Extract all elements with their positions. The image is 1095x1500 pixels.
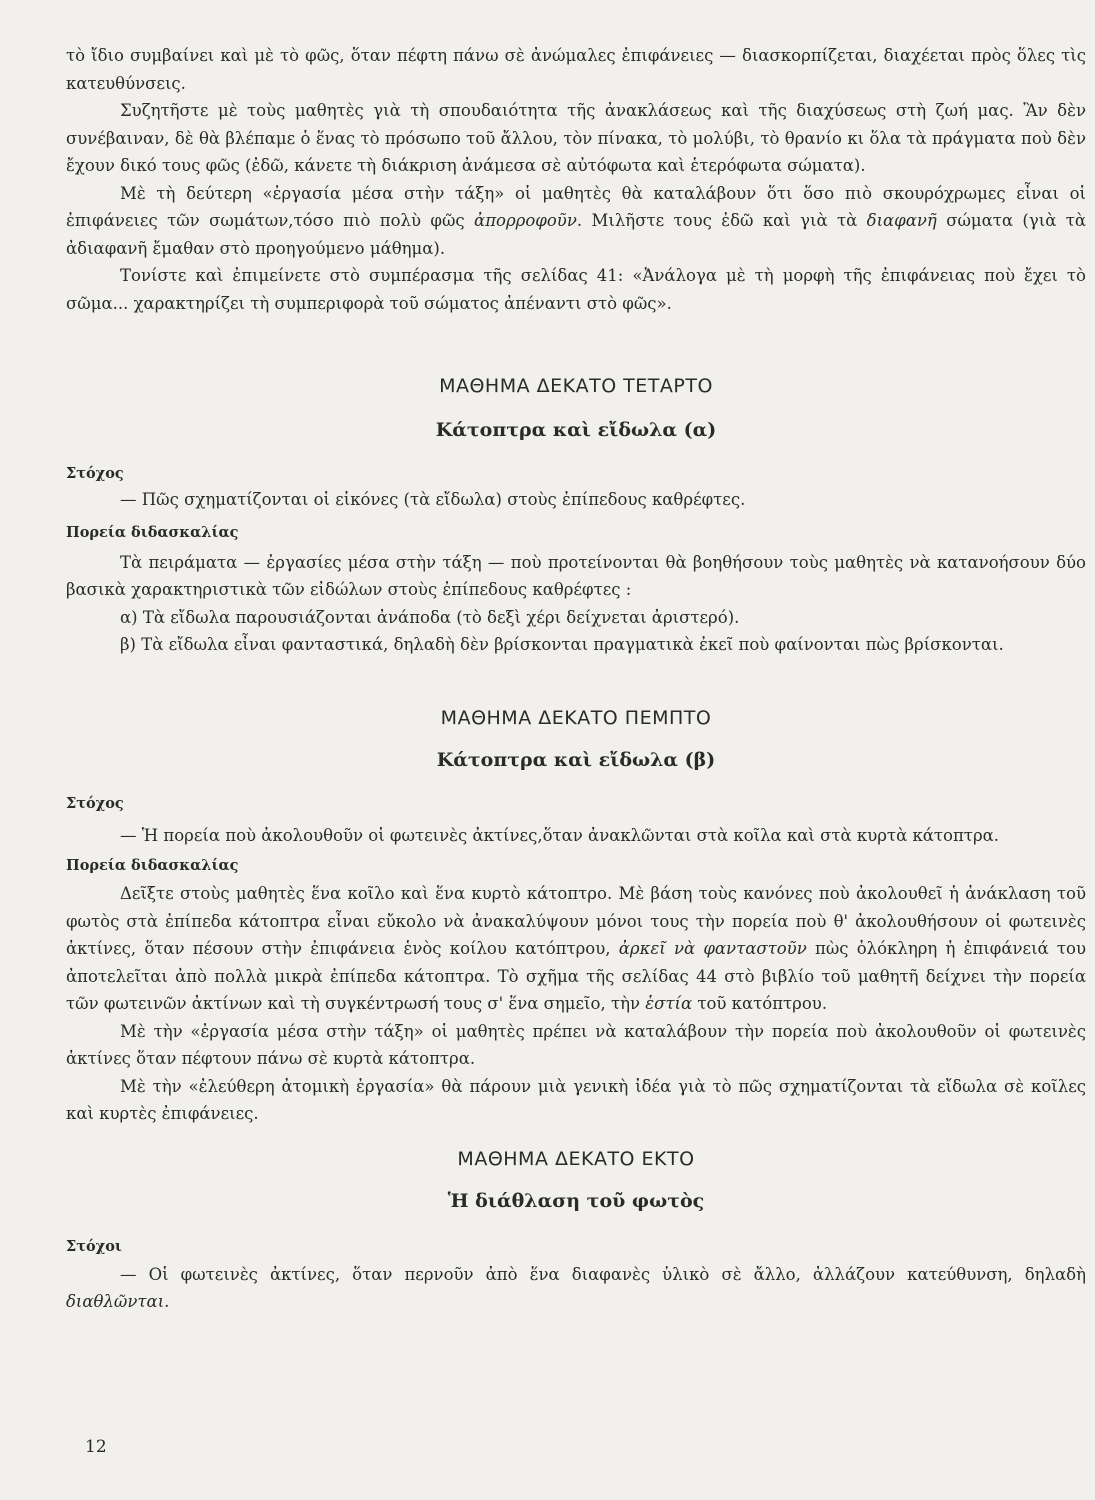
text-run: τοῦ κατόπτρου. xyxy=(692,994,828,1013)
goal-text xyxy=(66,1261,1086,1316)
intro-paragraph-4: Τονίστε καὶ ἐπιμείνετε στὸ συμπέρασμα τῆς σελίδας 41: «Ἀνάλογα μὲ τὴ μορφὴ τῆς ἐπιφάνειας ποὺ ἔχει τὸ σῶμα... χαρακτηρίζει τὴ συμπεριφορὰ τοῦ σώματος ἀπέναντι στὸ φῶς». xyxy=(66,266,1086,313)
lesson-title: Κάτοπτρα καὶ εἴδωλα (α) xyxy=(435,419,717,441)
list-item: α) Τὰ εἴδωλα παρουσιάζονται ἀνάποδα (τὸ δεξὶ χέρι δείχνεται ἀριστερό). xyxy=(120,607,740,627)
goal-label: Στόχος xyxy=(66,794,124,812)
lesson-title: Κάτοπτρα καὶ εἴδωλα (β) xyxy=(436,748,716,771)
lesson-15-section xyxy=(66,707,1086,1128)
emphasis-text: διαθλῶνται. xyxy=(66,1292,170,1311)
lesson-14-section xyxy=(66,375,1086,659)
lesson-heading: ΜΑΘΗΜΑ ΔΕΚΑΤΟ ΕΚΤΟ xyxy=(457,1147,695,1170)
goal-label: Στόχος xyxy=(66,465,124,482)
lesson-16-section xyxy=(66,1148,1086,1316)
method-text: Μὲ τὴν «ἐλεύθερη ἀτομικὴ ἐργασία» θὰ πάρουν μιὰ γενικὴ ἰδέα γιὰ τὸ πῶς σχηματίζονται τὰ εἴδωλα σὲ κοῖλες καὶ κυρτὲς ἐπιφάνειες. xyxy=(66,1076,1086,1123)
text-run: Δεῖξτε στοὺς μαθητὲς ἕνα κοῖλο καὶ ἕνα κυρτὸ κάτοπτρο. Μὲ βάση τοὺς κανόνες ποὺ ἀκολουθεῖ ἡ ἀνάκλαση τοῦ φωτὸς στὰ ἐπίπεδα κάτοπτρα εἶναι εὔκολο νὰ ἀνακαλύψουν μόνοι τους τὴν πορεία ποὺ θ' ἀκολουθήσουν οἱ φωτεινὲς ἀκτίνες, ὅταν πέσουν στὴν ἐπιφάνεια ἑνὸς κοίλου κατόπτρου, xyxy=(66,884,1086,958)
text-run: σώματα (γιὰ τὰ ἀδιαφανῆ ἔμαθαν στὸ προηγούμενο μάθημα). xyxy=(66,211,1086,258)
text-run: Μὲ τὴ δεύτερη «ἐργασία μέσα στὴν τάξη» οἱ μαθητὲς θὰ καταλάβουν ὅτι ὅσο πιὸ σκουρόχρωμες εἶναι οἱ ἐπιφάνειες τῶν σωμάτων,τόσο πιὸ πολὺ φῶς xyxy=(66,183,1086,230)
method-text xyxy=(66,880,1086,1018)
text-run: . Μιλῆστε τους ἐδῶ καὶ γιὰ τὰ xyxy=(576,211,867,230)
text-run: πὼς ὁλόκληρη ἡ ἐπιφάνειά του ἀποτελεῖται ἀπὸ πολλὰ μικρὰ ἐπίπεδα κάτοπτρα. Τὸ σχῆμα τῆς σελίδας 44 στὸ βιβλίο τοῦ μαθητῆ δείχνει τὴν πορεία τῶν φωτεινῶν ἀκτίνων καὶ τὴ συγκέντρωσή τους σ' ἕνα σημεῖο, τὴν xyxy=(66,939,1086,1013)
intro-paragraph-2: Συζητῆστε μὲ τοὺς μαθητὲς γιὰ τὴ σπουδαιότητα τῆς ἀνακλάσεως καὶ τῆς διαχύσεως στὴ ζωή μας. Ἂν δὲν συνέβαιναν, δὲ θὰ βλέπαμε ὁ ἕνας τὸ πρόσωπο τοῦ ἄλλου, τὸν πίνακα, τὸ μολύβι, τὸ θρανίο κι ὅλα τὰ πράγματα ποὺ δὲν ἔχουν δικό τους φῶς (ἐδῶ, κάνετε τὴ διάκριση ἀνάμεσα σὲ αὐτόφωτα καὶ ἑτερόφωτα σώματα). xyxy=(66,101,1086,175)
text-run: — Οἱ φωτεινὲς ἀκτίνες, ὅταν περνοῦν ἀπὸ ἕνα διαφανὲς ὑλικὸ σὲ ἄλλο, ἀλλάζουν κατεύθυνση, δηλαδὴ xyxy=(120,1264,1086,1284)
emphasis-text: ἀρκεῖ νὰ φανταστοῦν xyxy=(618,939,807,958)
lesson-title: Ἡ διάθλαση τοῦ φωτὸς xyxy=(447,1189,705,1212)
emphasis-text: ἑστία xyxy=(645,994,693,1013)
emphasis-text: ἀπορροφοῦν xyxy=(474,211,577,230)
lesson-heading: ΜΑΘΗΜΑ ΔΕΚΑΤΟ ΠΕΜΠΤΟ xyxy=(440,706,712,729)
page-number: 12 xyxy=(85,1437,107,1457)
lesson-heading: ΜΑΘΗΜΑ ΔΕΚΑΤΟ ΤΕΤΑΡΤΟ xyxy=(439,375,713,397)
goal-text: — Πῶς σχηματίζονται οἱ εἰκόνες (τὰ εἴδωλα) στοὺς ἐπίπεδους καθρέφτες. xyxy=(120,490,746,509)
method-text: Μὲ τὴν «ἐργασία μέσα στὴν τάξη» οἱ μαθητὲς πρέπει νὰ καταλάβουν τὴν πορεία ποὺ ἀκολουθοῦν οἱ φωτεινὲς ἀκτίνες ὅταν πέφτουν πάνω σὲ κυρτὰ κάτοπτρα. xyxy=(66,1021,1086,1068)
goal-text: — Ἡ πορεία ποὺ ἀκολουθοῦν οἱ φωτεινὲς ἀκτίνες,ὅταν ἀνακλῶνται στὰ κοῖλα καὶ στὰ κυρτὰ κάτοπτρα. xyxy=(120,825,1000,845)
emphasis-text: διαφανῆ xyxy=(866,211,937,230)
method-text: Τὰ πειράματα — ἐργασίες μέσα στὴν τάξη — ποὺ προτείνονται θὰ βοηθήσουν τοὺς μαθητὲς νὰ κατανοήσουν δύο βασικὰ χαρακτηριστικὰ τῶν εἰδώλων στοὺς ἐπίπεδους καθρέφτες : xyxy=(66,552,1086,599)
page-body xyxy=(66,42,1086,1316)
goal-label: Στόχοι xyxy=(66,1237,122,1255)
list-item: β) Τὰ εἴδωλα εἶναι φανταστικά, δηλαδὴ δὲν βρίσκονται πραγματικὰ ἐκεῖ ποὺ φαίνονται πὼς βρίσκονται. xyxy=(120,635,1004,654)
method-label: Πορεία διδασκαλίας xyxy=(66,523,239,541)
intro-paragraph-1: τὸ ἴδιο συμβαίνει καὶ μὲ τὸ φῶς, ὅταν πέφτη πάνω σὲ ἀνώμαλες ἐπιφάνειες — διασκορπίζεται, διαχέεται πρὸς ὅλες τὶς κατευθύνσεις. xyxy=(66,46,1086,93)
method-label: Πορεία διδασκαλίας xyxy=(66,857,239,874)
intro-paragraph-3 xyxy=(66,180,1086,263)
